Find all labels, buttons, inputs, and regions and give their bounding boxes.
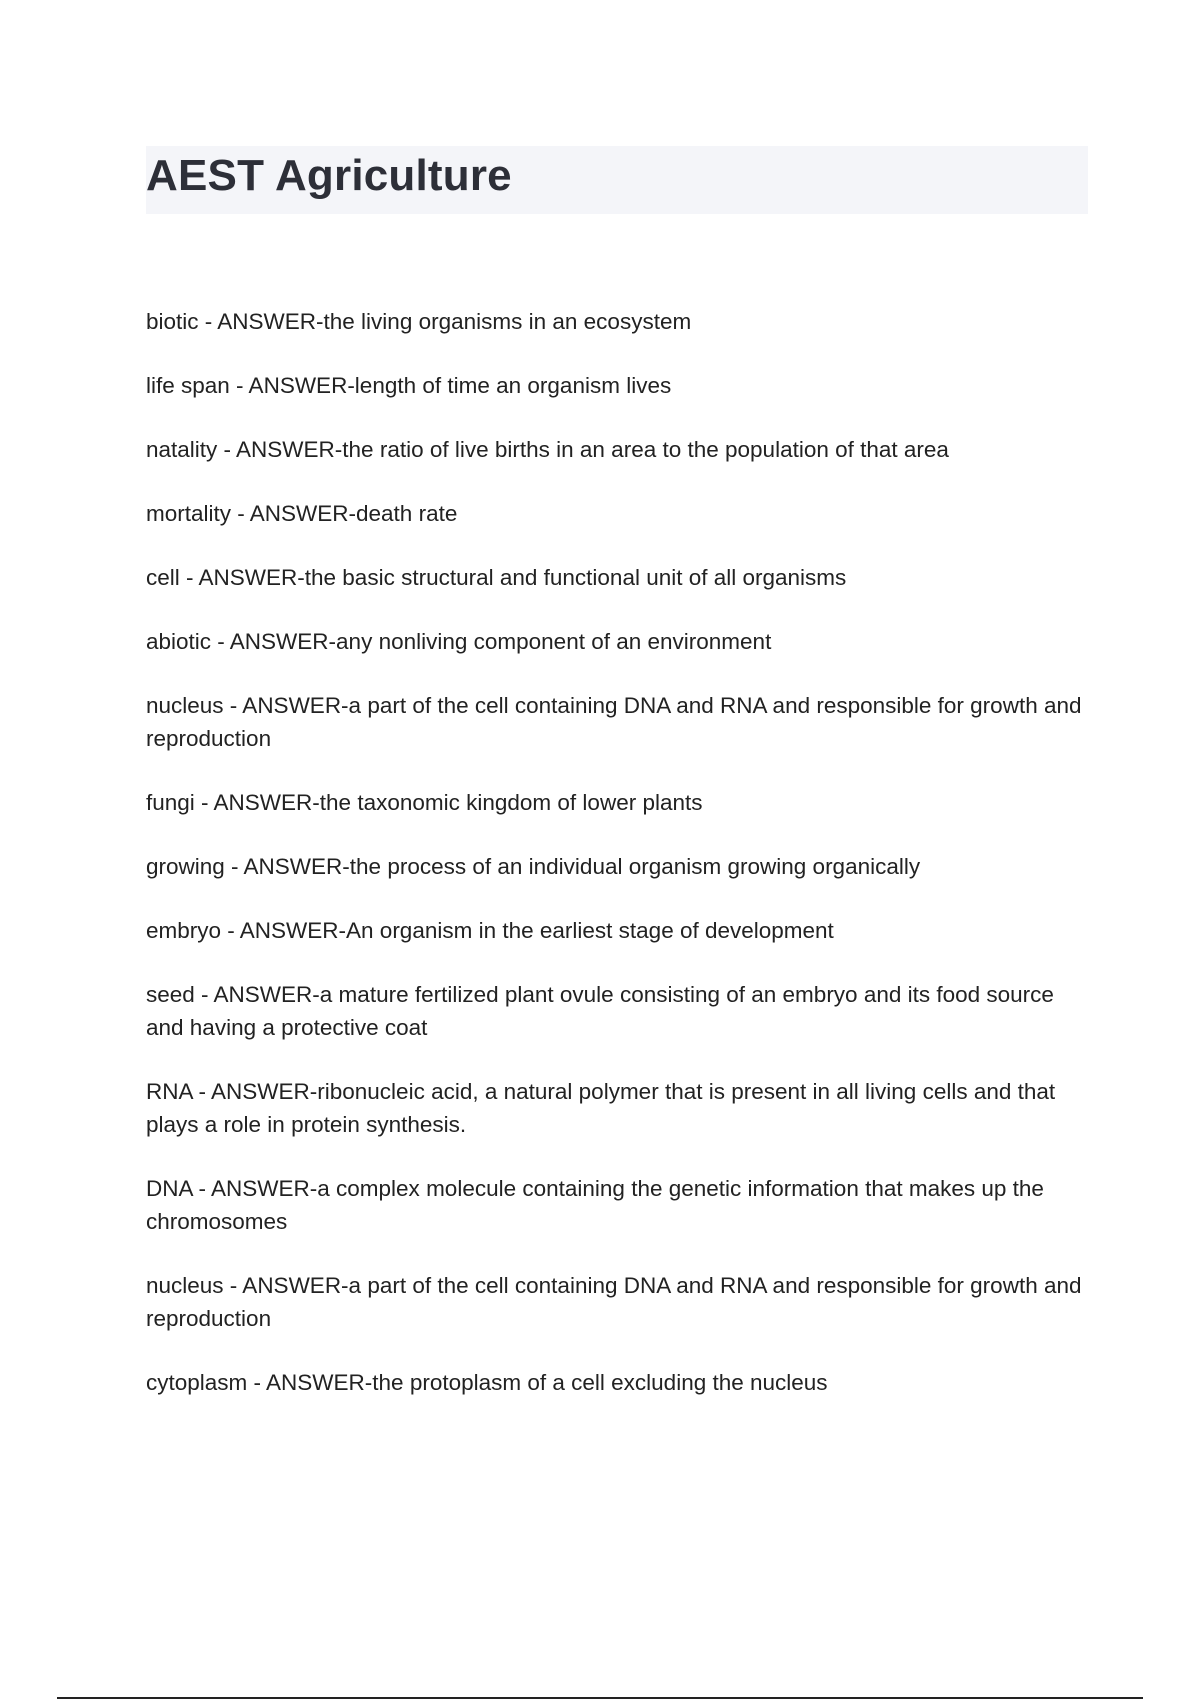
qa-item: cytoplasm - ANSWER-the protoplasm of a cell excluding the nucleus — [146, 1370, 828, 1395]
title-banner — [146, 146, 1088, 214]
qa-item: seed - ANSWER-a mature fertilized plant ovule consisting of an embryo and its food source and having a protective coat — [146, 982, 1054, 1040]
qa-item: DNA - ANSWER-a complex molecule containing the genetic information that makes up the chromosomes — [146, 1176, 1044, 1234]
qa-item: growing - ANSWER-the process of an individual organism growing organically — [146, 854, 921, 879]
footer-divider — [57, 1697, 1143, 1699]
qa-item: cell - ANSWER-the basic structural and functional unit of all organisms — [146, 565, 847, 590]
page-title: AEST Agriculture — [146, 151, 512, 200]
qa-item: fungi - ANSWER-the taxonomic kingdom of lower plants — [146, 790, 703, 815]
qa-item: life span - ANSWER-length of time an organism lives — [146, 373, 672, 398]
qa-item: mortality - ANSWER-death rate — [146, 501, 458, 526]
qa-item: biotic - ANSWER-the living organisms in an ecosystem — [146, 309, 692, 334]
qa-item: nucleus - ANSWER-a part of the cell containing DNA and RNA and responsible for growth and reproduction — [146, 693, 1082, 751]
qa-item: embryo - ANSWER-An organism in the earliest stage of development — [146, 918, 834, 943]
qa-item: abiotic - ANSWER-any nonliving component of an environment — [146, 629, 772, 654]
qa-list — [146, 305, 1088, 1430]
qa-item: RNA - ANSWER-ribonucleic acid, a natural polymer that is present in all living cells and that plays a role in protein synthesis. — [146, 1079, 1056, 1137]
qa-item: nucleus - ANSWER-a part of the cell containing DNA and RNA and responsible for growth and reproduction — [146, 1273, 1082, 1331]
qa-item: natality - ANSWER-the ratio of live births in an area to the population of that area — [146, 437, 949, 462]
